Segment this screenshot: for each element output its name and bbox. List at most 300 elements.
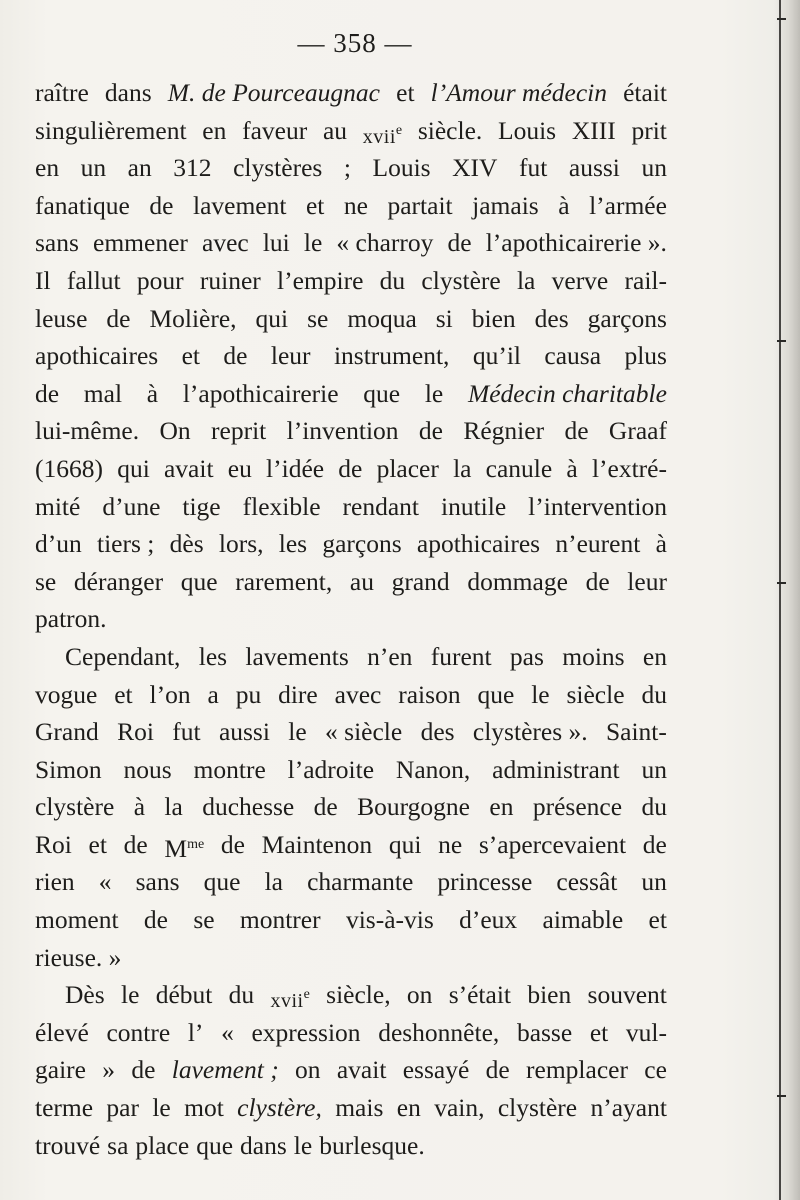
word-text: à bbox=[566, 453, 578, 483]
word-text: sa bbox=[107, 1130, 129, 1160]
word bbox=[149, 187, 173, 225]
word-text: rarement, bbox=[235, 566, 333, 596]
word bbox=[124, 826, 148, 864]
word-text: clystères ». bbox=[472, 717, 588, 747]
word-text: moins bbox=[562, 641, 625, 671]
word bbox=[649, 901, 667, 939]
word bbox=[188, 1014, 204, 1052]
text-line bbox=[35, 187, 667, 225]
word-text: les bbox=[198, 641, 228, 671]
word bbox=[322, 525, 401, 563]
word bbox=[421, 713, 455, 751]
word-text: avec bbox=[334, 679, 382, 709]
word-text: expression bbox=[251, 1017, 361, 1047]
word-text: à bbox=[655, 529, 667, 559]
word-text: on bbox=[295, 1055, 321, 1085]
word-text: de bbox=[143, 905, 168, 935]
word-text: lui-même. bbox=[35, 416, 140, 446]
word-text: l’on bbox=[149, 679, 191, 709]
word bbox=[266, 450, 324, 488]
word-text: l’armée bbox=[589, 190, 667, 220]
word bbox=[643, 826, 667, 864]
word-text: le bbox=[120, 980, 140, 1010]
word-text: et bbox=[88, 829, 107, 859]
word-text: aussi bbox=[218, 717, 270, 747]
word bbox=[202, 224, 249, 262]
word bbox=[106, 1014, 170, 1052]
word bbox=[223, 337, 247, 375]
word bbox=[243, 488, 321, 526]
word-text: deshonnête, bbox=[378, 1017, 500, 1047]
word bbox=[357, 788, 470, 826]
word-text: et bbox=[305, 190, 325, 220]
word-text: un bbox=[80, 153, 107, 183]
word-text: et bbox=[396, 78, 415, 107]
word-text: xvii bbox=[362, 125, 396, 148]
text-line bbox=[35, 713, 667, 751]
word bbox=[467, 563, 568, 601]
word bbox=[325, 713, 402, 751]
word-text: le bbox=[303, 228, 323, 258]
word-text: dès bbox=[169, 529, 204, 559]
word bbox=[452, 149, 497, 187]
word-text: en bbox=[396, 1093, 421, 1123]
word-text: de bbox=[220, 829, 245, 859]
word bbox=[35, 375, 59, 413]
word bbox=[473, 713, 588, 751]
word-text: Saint- bbox=[605, 717, 667, 747]
word bbox=[564, 412, 588, 450]
word-text: de bbox=[123, 829, 148, 859]
word bbox=[380, 262, 406, 300]
word-text: moqua bbox=[347, 303, 417, 333]
word bbox=[271, 337, 311, 375]
word-text: qui bbox=[117, 453, 150, 483]
word-text: siècle, bbox=[326, 980, 391, 1010]
word-text: d’un bbox=[35, 529, 82, 559]
word bbox=[473, 337, 521, 375]
word bbox=[626, 1014, 667, 1052]
word bbox=[552, 262, 609, 300]
word bbox=[251, 1014, 360, 1052]
word-text: xvii bbox=[270, 990, 304, 1013]
word bbox=[65, 976, 105, 1014]
word bbox=[373, 149, 431, 187]
word bbox=[35, 187, 130, 225]
word bbox=[307, 863, 413, 901]
word-text: fallut bbox=[66, 265, 121, 295]
word-text: l’invention bbox=[286, 416, 399, 446]
body-text bbox=[35, 74, 667, 1164]
word bbox=[543, 901, 624, 939]
word bbox=[182, 337, 200, 375]
word-text: partait bbox=[387, 190, 453, 220]
superscript: me bbox=[187, 836, 205, 852]
word bbox=[468, 375, 667, 413]
superscript: e bbox=[303, 987, 310, 1003]
word-text: n’eurent bbox=[555, 529, 641, 559]
word-text: « bbox=[98, 867, 112, 897]
word-text: avec bbox=[202, 228, 249, 258]
word-text: l’empire bbox=[277, 265, 364, 295]
word-text: si bbox=[435, 303, 453, 333]
word bbox=[147, 375, 158, 413]
word bbox=[323, 112, 347, 150]
word bbox=[631, 112, 666, 150]
word-text: « charroy bbox=[336, 228, 434, 258]
edge-mark bbox=[777, 340, 786, 342]
word-text: sans bbox=[35, 228, 79, 258]
word bbox=[193, 901, 214, 939]
word-text: lors, bbox=[218, 529, 264, 559]
word bbox=[221, 1014, 234, 1052]
word-text: essayé bbox=[402, 1055, 470, 1085]
word bbox=[159, 412, 190, 450]
text-line bbox=[35, 1089, 667, 1127]
word-text: « bbox=[221, 1017, 234, 1047]
word-text: Maintenon bbox=[261, 829, 373, 859]
word-text: furent bbox=[430, 641, 492, 671]
word bbox=[35, 74, 89, 112]
word-text: d’eux bbox=[459, 905, 518, 935]
word-text: causa bbox=[544, 341, 602, 371]
word bbox=[477, 676, 514, 714]
word-text: pu bbox=[235, 679, 262, 709]
word-text: l’adroite bbox=[287, 754, 375, 784]
word bbox=[572, 112, 616, 150]
word-text: instrument, bbox=[333, 341, 450, 371]
word-text: et bbox=[114, 679, 133, 709]
word bbox=[97, 525, 154, 563]
word-text: élevé bbox=[35, 1017, 89, 1047]
word bbox=[396, 74, 414, 112]
word-text: grand bbox=[391, 566, 450, 596]
word-text: de bbox=[131, 1055, 156, 1085]
word-text: de bbox=[485, 1055, 510, 1085]
word bbox=[35, 713, 99, 751]
word bbox=[347, 300, 416, 338]
word bbox=[204, 863, 241, 901]
word bbox=[35, 412, 139, 450]
word bbox=[35, 600, 107, 638]
word bbox=[641, 676, 667, 714]
word bbox=[74, 563, 163, 601]
word-text: du bbox=[379, 265, 406, 295]
word bbox=[288, 751, 374, 789]
word-text: de bbox=[313, 792, 338, 822]
word bbox=[304, 224, 322, 262]
word-text: des bbox=[420, 717, 455, 747]
word-text: que bbox=[363, 378, 401, 408]
word-text: de bbox=[447, 228, 472, 258]
word-text: le bbox=[293, 1130, 313, 1160]
word bbox=[35, 1014, 89, 1052]
word-text: lavements bbox=[245, 641, 349, 671]
word-text: qui bbox=[255, 303, 289, 333]
word bbox=[314, 788, 338, 826]
word-text: la bbox=[264, 867, 283, 897]
superscript: e bbox=[395, 122, 403, 138]
word-text: a bbox=[207, 679, 219, 709]
word bbox=[99, 863, 112, 901]
word bbox=[121, 976, 139, 1014]
word-text: mal bbox=[83, 378, 123, 408]
word-text: vain, bbox=[434, 1093, 485, 1123]
word bbox=[149, 300, 236, 338]
word bbox=[555, 525, 640, 563]
word-text: l’idée bbox=[266, 453, 325, 483]
word bbox=[35, 788, 114, 826]
word bbox=[338, 450, 362, 488]
word-text: au bbox=[322, 115, 348, 145]
word bbox=[168, 74, 380, 112]
word-text: l’intervention bbox=[528, 491, 667, 521]
word-text: de bbox=[642, 829, 667, 859]
word-text: en bbox=[202, 115, 227, 145]
word-text: dans bbox=[104, 78, 152, 107]
word-text: un bbox=[641, 153, 667, 183]
word-text: garçons bbox=[322, 529, 402, 559]
word-text: qu’il bbox=[472, 341, 521, 371]
word bbox=[397, 1089, 421, 1127]
word bbox=[453, 450, 471, 488]
text-line bbox=[35, 976, 667, 1014]
word-text: duchesse bbox=[202, 792, 295, 822]
word-text: pas bbox=[509, 641, 544, 671]
word bbox=[202, 112, 226, 150]
word bbox=[172, 713, 200, 751]
word-text: de bbox=[418, 416, 443, 446]
word-text: lavement ; bbox=[171, 1055, 279, 1085]
word bbox=[326, 976, 390, 1014]
word-text: la bbox=[516, 265, 536, 295]
word bbox=[196, 1127, 233, 1165]
word bbox=[335, 676, 382, 714]
word bbox=[207, 676, 218, 714]
word bbox=[558, 187, 569, 225]
word bbox=[35, 450, 103, 488]
word-text: singulièrement bbox=[35, 115, 187, 145]
word-text: burlesque. bbox=[319, 1130, 425, 1160]
word-text: le bbox=[424, 378, 444, 408]
word-text: tiers ; bbox=[97, 529, 155, 559]
word-text: l’Amour médecin bbox=[430, 78, 607, 107]
word bbox=[367, 638, 412, 676]
word-text: dommage bbox=[467, 566, 568, 596]
word-text: et bbox=[648, 905, 667, 935]
word-text: ne bbox=[343, 190, 368, 220]
word-text: contre bbox=[106, 1017, 171, 1047]
word bbox=[184, 1089, 224, 1127]
word bbox=[181, 563, 218, 601]
word bbox=[463, 412, 544, 450]
word bbox=[566, 676, 624, 714]
word bbox=[35, 149, 59, 187]
word bbox=[164, 788, 182, 826]
word-text: terme bbox=[35, 1093, 94, 1123]
word-text: patron. bbox=[35, 604, 107, 634]
word-text: par bbox=[106, 1093, 139, 1123]
word bbox=[627, 563, 667, 601]
word-text: du bbox=[641, 792, 667, 822]
word bbox=[256, 300, 289, 338]
word-text: lavement bbox=[192, 190, 287, 220]
word bbox=[199, 638, 227, 676]
word bbox=[229, 976, 255, 1014]
word-text: était bbox=[623, 78, 667, 107]
word bbox=[106, 1089, 139, 1127]
word-text: reprit bbox=[211, 416, 267, 446]
word-text: gaire bbox=[35, 1055, 86, 1085]
word bbox=[263, 224, 290, 262]
word bbox=[642, 751, 668, 789]
word bbox=[387, 187, 452, 225]
word-text: ce bbox=[644, 1055, 667, 1085]
word bbox=[363, 112, 402, 150]
word bbox=[398, 676, 460, 714]
word bbox=[228, 450, 252, 488]
word bbox=[262, 826, 372, 864]
word-text: en bbox=[489, 792, 514, 822]
word-text: présence bbox=[532, 792, 623, 822]
word-text: Simon bbox=[35, 754, 102, 784]
word-text: M. de Pourceaugnac bbox=[167, 78, 380, 107]
word-text: de bbox=[564, 416, 589, 446]
word-text: se bbox=[35, 566, 57, 596]
word-text: que bbox=[196, 1130, 234, 1160]
text-line bbox=[35, 600, 667, 638]
word-text: avait bbox=[163, 453, 214, 483]
word-text: aussi bbox=[568, 153, 620, 183]
word bbox=[137, 262, 184, 300]
word bbox=[448, 224, 472, 262]
word-text: garçons bbox=[587, 303, 667, 333]
word bbox=[344, 187, 368, 225]
word bbox=[510, 638, 544, 676]
word bbox=[389, 826, 422, 864]
word-text: Roi bbox=[35, 829, 72, 859]
word-text: (1668) bbox=[35, 453, 103, 483]
word bbox=[498, 112, 556, 150]
word bbox=[131, 1051, 155, 1089]
word bbox=[489, 788, 513, 826]
word-text: mais bbox=[335, 1093, 384, 1123]
word bbox=[35, 112, 187, 150]
word bbox=[236, 676, 262, 714]
word bbox=[319, 1127, 425, 1165]
word-text: début bbox=[155, 980, 213, 1010]
word-text: Médecin charitable bbox=[467, 378, 667, 408]
text-line bbox=[35, 563, 667, 601]
word-text: la bbox=[164, 792, 183, 822]
word bbox=[535, 300, 569, 338]
word bbox=[105, 74, 152, 112]
word bbox=[363, 375, 400, 413]
word bbox=[625, 262, 667, 300]
word bbox=[270, 976, 309, 1014]
word-text: déranger bbox=[73, 566, 164, 596]
word bbox=[170, 525, 204, 563]
word bbox=[378, 1014, 499, 1052]
word bbox=[240, 1127, 287, 1165]
word bbox=[392, 563, 450, 601]
word bbox=[569, 149, 620, 187]
word bbox=[35, 563, 56, 601]
word-text: rieuse. » bbox=[35, 942, 122, 972]
word bbox=[295, 1051, 321, 1089]
word-text: du bbox=[641, 679, 667, 709]
word-text: place bbox=[135, 1130, 190, 1160]
word bbox=[419, 412, 443, 450]
word-text: le bbox=[531, 679, 550, 709]
word-text: Molière, bbox=[149, 303, 237, 333]
word bbox=[528, 488, 667, 526]
word-text: moment bbox=[35, 905, 119, 935]
word-text: 312 bbox=[173, 153, 212, 183]
text-line bbox=[35, 1127, 667, 1165]
word bbox=[245, 638, 348, 676]
word-text: raison bbox=[398, 679, 461, 709]
word bbox=[562, 638, 624, 676]
text-line bbox=[35, 112, 667, 150]
word bbox=[492, 751, 619, 789]
word-text: trouvé bbox=[35, 1130, 101, 1160]
word bbox=[479, 826, 626, 864]
word bbox=[89, 826, 107, 864]
word bbox=[407, 976, 433, 1014]
word bbox=[377, 450, 439, 488]
word bbox=[337, 1051, 387, 1089]
word bbox=[623, 74, 667, 112]
word bbox=[277, 262, 363, 300]
text-line bbox=[35, 74, 667, 112]
word bbox=[472, 300, 516, 338]
word bbox=[35, 751, 102, 789]
word bbox=[344, 149, 351, 187]
text-line bbox=[35, 525, 667, 563]
word-text: on bbox=[406, 980, 433, 1010]
word-text: tige bbox=[182, 491, 221, 521]
word-text: Grand bbox=[35, 717, 99, 747]
word-text: clystère bbox=[421, 265, 501, 295]
word bbox=[35, 1051, 86, 1089]
word-text: canule bbox=[485, 453, 553, 483]
word-text: clystère bbox=[35, 792, 115, 822]
word bbox=[590, 1014, 608, 1052]
word-text: eu bbox=[227, 453, 252, 483]
word bbox=[288, 713, 306, 751]
word-text: n’en bbox=[367, 641, 413, 671]
word-text: rien bbox=[35, 867, 75, 897]
word bbox=[517, 262, 535, 300]
word bbox=[526, 1051, 628, 1089]
word bbox=[150, 676, 191, 714]
text-line bbox=[35, 638, 667, 676]
word bbox=[35, 826, 72, 864]
word-text: le bbox=[152, 1093, 171, 1123]
word bbox=[498, 1089, 577, 1127]
word bbox=[396, 751, 470, 789]
word bbox=[306, 187, 324, 225]
word bbox=[437, 863, 532, 901]
word bbox=[265, 863, 283, 901]
word-text: l’apothicairerie bbox=[182, 378, 339, 408]
word bbox=[65, 638, 180, 676]
word bbox=[346, 901, 434, 939]
word bbox=[588, 976, 667, 1014]
word bbox=[641, 149, 667, 187]
word bbox=[436, 300, 453, 338]
